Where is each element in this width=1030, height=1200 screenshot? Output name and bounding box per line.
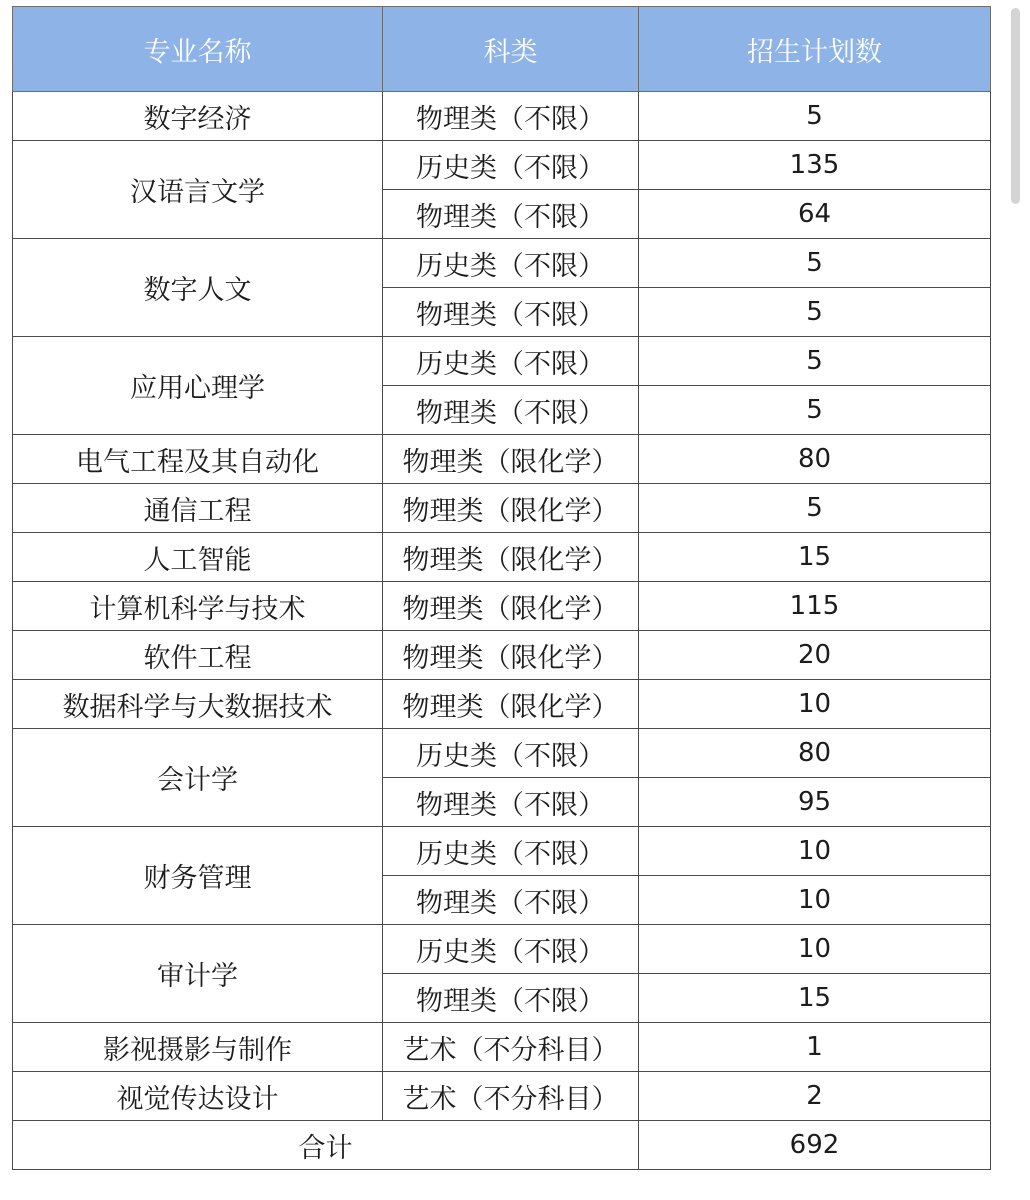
table-row	[13, 1023, 991, 1072]
count-cell: 5	[639, 386, 991, 435]
major-cell: 会计学	[13, 729, 383, 827]
major-cell: 汉语言文学	[13, 141, 383, 239]
total-count: 692	[639, 1121, 991, 1170]
count-cell: 15	[639, 533, 991, 582]
category-cell: 物理类（限化学）	[383, 533, 639, 582]
category-cell: 物理类（不限）	[383, 386, 639, 435]
major-cell: 计算机科学与技术	[13, 582, 383, 631]
table-row	[13, 729, 991, 778]
category-cell: 物理类（不限）	[383, 778, 639, 827]
table-row	[13, 239, 991, 288]
major-cell: 数字经济	[13, 92, 383, 141]
category-cell: 物理类（不限）	[383, 876, 639, 925]
category-cell: 历史类（不限）	[383, 827, 639, 876]
count-cell: 5	[639, 484, 991, 533]
total-row	[13, 1121, 991, 1170]
count-cell: 5	[639, 337, 991, 386]
table-header-row	[13, 7, 991, 92]
table-row	[13, 680, 991, 729]
major-cell: 审计学	[13, 925, 383, 1023]
category-cell: 物理类（不限）	[383, 288, 639, 337]
count-cell: 10	[639, 925, 991, 974]
enrollment-plan-table-container	[12, 6, 991, 1170]
table-row	[13, 827, 991, 876]
count-cell: 20	[639, 631, 991, 680]
count-cell: 135	[639, 141, 991, 190]
count-cell: 10	[639, 876, 991, 925]
major-cell: 影视摄影与制作	[13, 1023, 383, 1072]
count-cell: 80	[639, 435, 991, 484]
count-cell: 1	[639, 1023, 991, 1072]
count-cell: 10	[639, 680, 991, 729]
category-cell: 物理类（不限）	[383, 92, 639, 141]
count-cell: 15	[639, 974, 991, 1023]
major-cell: 电气工程及其自动化	[13, 435, 383, 484]
category-cell: 历史类（不限）	[383, 141, 639, 190]
major-cell: 人工智能	[13, 533, 383, 582]
count-cell: 115	[639, 582, 991, 631]
table-row	[13, 582, 991, 631]
table-row	[13, 484, 991, 533]
category-cell: 物理类（限化学）	[383, 631, 639, 680]
category-cell: 物理类（限化学）	[383, 582, 639, 631]
category-cell: 艺术（不分科目）	[383, 1023, 639, 1072]
header-category: 科类	[383, 7, 639, 92]
total-label: 合计	[13, 1121, 639, 1170]
count-cell: 95	[639, 778, 991, 827]
major-cell: 数据科学与大数据技术	[13, 680, 383, 729]
count-cell: 5	[639, 288, 991, 337]
table-row	[13, 141, 991, 190]
table-row	[13, 925, 991, 974]
major-cell: 应用心理学	[13, 337, 383, 435]
count-cell: 64	[639, 190, 991, 239]
category-cell: 物理类（限化学）	[383, 680, 639, 729]
count-cell: 10	[639, 827, 991, 876]
major-cell: 视觉传达设计	[13, 1072, 383, 1121]
header-plan: 招生计划数	[639, 7, 991, 92]
category-cell: 物理类（不限）	[383, 974, 639, 1023]
major-cell: 财务管理	[13, 827, 383, 925]
table-row	[13, 533, 991, 582]
table-row	[13, 92, 991, 141]
table-row	[13, 1072, 991, 1121]
count-cell: 80	[639, 729, 991, 778]
table-row	[13, 631, 991, 680]
category-cell: 历史类（不限）	[383, 239, 639, 288]
major-cell: 数字人文	[13, 239, 383, 337]
category-cell: 物理类（限化学）	[383, 435, 639, 484]
category-cell: 物理类（限化学）	[383, 484, 639, 533]
table-row	[13, 337, 991, 386]
vertical-scrollbar[interactable]	[1011, 8, 1020, 204]
category-cell: 艺术（不分科目）	[383, 1072, 639, 1121]
category-cell: 历史类（不限）	[383, 337, 639, 386]
count-cell: 5	[639, 92, 991, 141]
category-cell: 历史类（不限）	[383, 729, 639, 778]
table-row	[13, 435, 991, 484]
major-cell: 软件工程	[13, 631, 383, 680]
category-cell: 历史类（不限）	[383, 925, 639, 974]
count-cell: 5	[639, 239, 991, 288]
category-cell: 物理类（不限）	[383, 190, 639, 239]
major-cell: 通信工程	[13, 484, 383, 533]
header-major: 专业名称	[13, 7, 383, 92]
count-cell: 2	[639, 1072, 991, 1121]
enrollment-plan-table	[12, 6, 991, 1170]
